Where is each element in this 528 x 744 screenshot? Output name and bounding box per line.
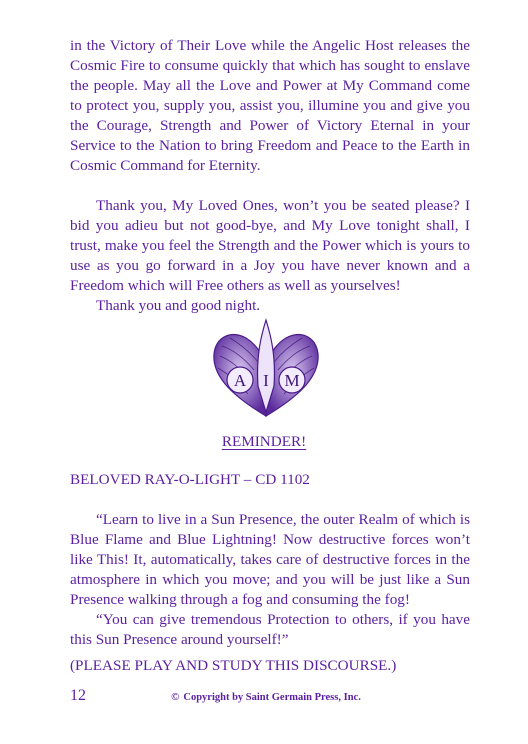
copyright-text: Copyright by Saint Germain Press, Inc.: [183, 692, 361, 703]
body-paragraph-2: Thank you, My Loved Ones, won’t you be seated please? I bid you adieu but not good-bye, and My Love tonight shall, I trust, make you feel the Strength and the Power which is yours to use as you go forward in a Joy you have never known and a Freedom which will Free others as well as yourselves!: [70, 197, 470, 294]
copyright-icon: ©: [171, 691, 180, 703]
quote-paragraph-2: “You can give tremendous Protection to others, if you have this Sun Presence around yourself!”: [70, 611, 470, 648]
emblem-letter-a: A: [233, 371, 247, 390]
body-paragraph-1: in the Victory of Their Love while the Angelic Host releases the Cosmic Fire to consume quickly that which has sought to enslave the people. May all the Love and Power at My Command come to protect you, supply you, assist you, illumine you and give you the Courage, Strength and Power of Victory Eternal in your Service to the Nation to bring Freedom and Peace to the Earth in Cosmic Command for Eternity.: [70, 37, 470, 174]
discourse-heading: BELOVED RAY-O-LIGHT – CD 1102: [70, 471, 310, 488]
copyright-line: [136, 690, 396, 705]
study-instruction: (PLEASE PLAY AND STUDY THIS DISCOURSE.): [70, 657, 397, 674]
winged-heart-emblem: [206, 316, 326, 426]
reminder-title-text: REMINDER!: [221, 433, 307, 450]
quote-paragraph-1: “Learn to live in a Sun Presence, the outer Realm of which is Blue Flame and Blue Lightning! Now destructive forces won’t like This! It, automatically, takes care of destructive forces in the atmosphere in which you move; and you will be just like a Sun Presence walking through a fog and consuming the fog!: [70, 511, 470, 608]
emblem-letter-i: I: [263, 371, 269, 390]
reminder-title: [0, 432, 528, 452]
emblem-letter-m: M: [284, 371, 300, 390]
page-number: 12: [70, 687, 86, 704]
body-paragraph-3: Thank you and good night.: [96, 297, 261, 314]
